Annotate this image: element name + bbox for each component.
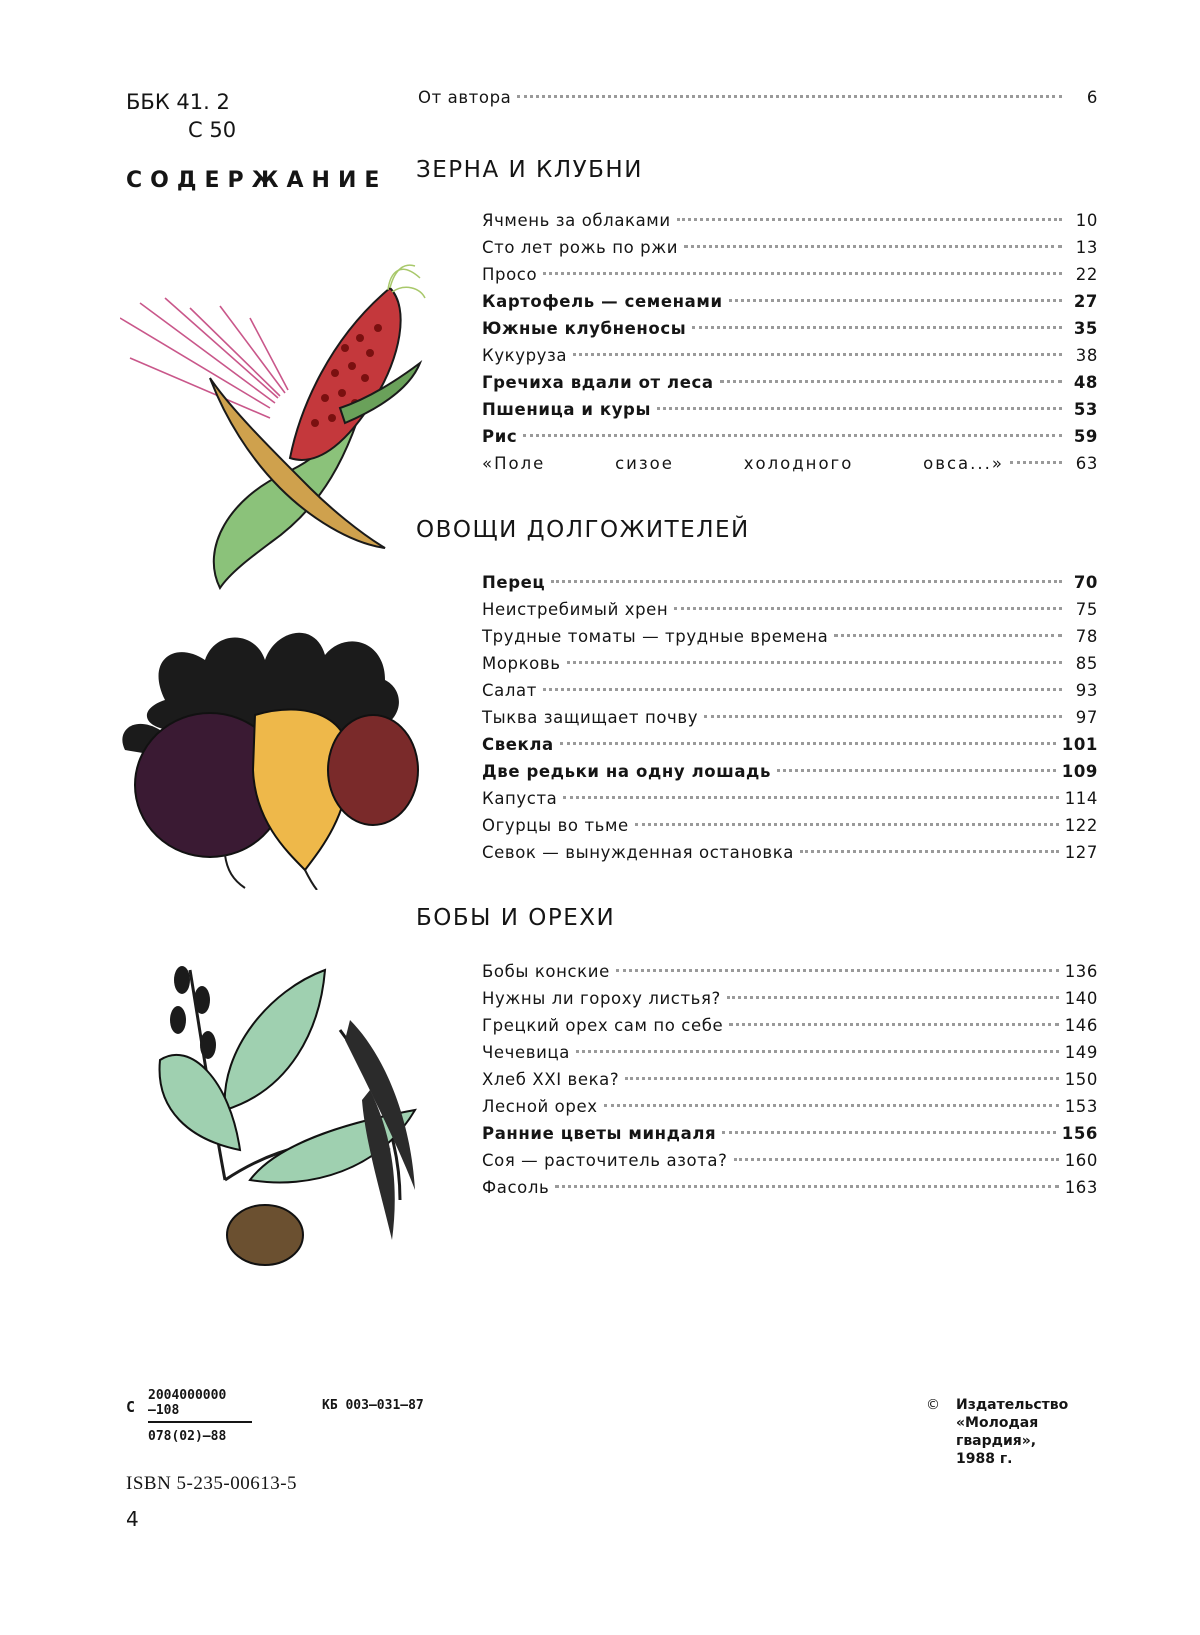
toc-item[interactable] (482, 1070, 1098, 1097)
toc-item[interactable] (482, 708, 1098, 735)
toc-item-page: 48 (1073, 373, 1098, 392)
toc-item-page: 163 (1064, 1178, 1098, 1197)
toc-item-page: 53 (1073, 400, 1098, 419)
dot-leader (1010, 461, 1062, 464)
toc-item-page: 153 (1064, 1097, 1098, 1116)
toc-item-page: 150 (1064, 1070, 1098, 1089)
toc-list-beans (482, 962, 1098, 1205)
toc-item[interactable] (482, 1151, 1098, 1178)
toc-item-title: Гречиха вдали от леса (482, 373, 714, 392)
bbk-line-1: ББК 41. 2 (126, 90, 230, 114)
dot-leader (543, 688, 1062, 691)
toc-item[interactable] (482, 1124, 1098, 1151)
dot-leader (573, 353, 1062, 356)
toc-item-word: сизое (615, 454, 674, 473)
section-title-grains: ЗЕРНА И КЛУБНИ (416, 157, 643, 183)
toc-item-page: 27 (1073, 292, 1098, 311)
bbk-line-2: С 50 (188, 118, 237, 142)
dot-leader (834, 634, 1062, 637)
dot-leader (704, 715, 1062, 718)
isbn: ISBN 5-235-00613-5 (126, 1473, 298, 1494)
toc-item[interactable] (482, 573, 1098, 600)
toc-item-title: Чечевица (482, 1043, 570, 1062)
toc-item-page: 149 (1064, 1043, 1098, 1062)
toc-item-page: 75 (1075, 600, 1098, 619)
dot-leader (777, 769, 1056, 772)
toc-list-vegetables (482, 573, 1098, 870)
dot-leader (543, 272, 1062, 275)
toc-item-title: Южные клубненосы (482, 319, 687, 338)
toc-item-page: 146 (1064, 1016, 1098, 1035)
toc-item[interactable] (482, 319, 1098, 346)
imprint-letter: С (126, 1398, 136, 1416)
toc-item[interactable] (482, 400, 1098, 427)
toc-item-title: Ячмень за облаками (482, 211, 671, 230)
toc-item-title: Сто лет рожь по ржи (482, 238, 679, 257)
toc-item-page: 122 (1064, 816, 1098, 835)
toc-item-title: Рис (482, 427, 518, 446)
dot-leader (551, 580, 1062, 583)
dot-leader (727, 996, 1059, 999)
toc-item-page: 63 (1075, 454, 1098, 473)
toc-item-title: Ранние цветы миндаля (482, 1124, 717, 1143)
toc-item-page: 59 (1073, 427, 1098, 446)
dot-leader (604, 1104, 1059, 1107)
corn-wheat-illustration (120, 258, 440, 598)
toc-item[interactable] (482, 762, 1098, 789)
left-leaf (160, 1055, 240, 1150)
wheat-awns (120, 298, 288, 418)
toc-item-page: 22 (1075, 265, 1098, 284)
imprint-denominator: 078(02)—88 (148, 1429, 227, 1444)
toc-item[interactable] (482, 600, 1098, 627)
toc-item-title: Две редьки на одну лошадь (482, 762, 772, 781)
dot-leader (560, 742, 1056, 745)
toc-item[interactable] (482, 1043, 1098, 1070)
beans-nuts-illustration (130, 950, 430, 1280)
toc-item-title: Капуста (482, 789, 558, 808)
toc-item[interactable] (482, 292, 1098, 319)
toc-item-title: Хлеб XXI века? (482, 1070, 620, 1089)
toc-item-page: 70 (1073, 573, 1098, 592)
toc-item-title: Фасоль (482, 1178, 550, 1197)
contents-heading: СОДЕРЖАНИЕ (126, 168, 388, 193)
toc-item-word: «Поле (482, 454, 546, 473)
toc-item-page: 140 (1064, 989, 1098, 1008)
dot-leader (677, 218, 1062, 221)
publisher-line: 1988 г. (956, 1451, 1013, 1467)
toc-item-title: Лесной орех (482, 1097, 598, 1116)
toc-item-title: Свекла (482, 735, 554, 754)
toc-item-title: Севок — вынужденная остановка (482, 843, 795, 862)
publisher-line: гвардия», (956, 1433, 1037, 1449)
toc-item-page: 160 (1064, 1151, 1098, 1170)
dot-leader (625, 1077, 1058, 1080)
toc-item[interactable] (482, 962, 1098, 989)
toc-item-title: Бобы конские (482, 962, 610, 981)
section-title-beans: БОБЫ И ОРЕХИ (416, 905, 616, 931)
copyright-symbol: © (926, 1397, 940, 1413)
toc-item-page: 97 (1075, 708, 1098, 727)
dot-leader (523, 434, 1062, 437)
imprint-numerator: 2004000000—108 (148, 1388, 252, 1423)
dot-leader (800, 850, 1059, 853)
dot-leader (616, 969, 1059, 972)
dot-leader (576, 1050, 1059, 1053)
publisher-line: «Молодая (956, 1415, 1039, 1431)
toc-item-page: 136 (1064, 962, 1098, 981)
toc-item[interactable] (482, 265, 1098, 292)
toc-item-page: 6 (1086, 88, 1098, 107)
toc-item[interactable] (482, 989, 1098, 1016)
publisher-copyright (926, 1396, 1069, 1468)
section-title-vegetables: ОВОЩИ ДОЛГОЖИТЕЛЕЙ (416, 517, 750, 543)
toc-item[interactable] (482, 627, 1098, 654)
toc-item-title: Соя — расточитель азота? (482, 1151, 728, 1170)
toc-item[interactable] (482, 373, 1098, 400)
dot-leader (674, 607, 1062, 610)
dot-leader (567, 661, 1062, 664)
corn-cob (290, 288, 401, 460)
toc-item-title: От автора (418, 88, 512, 107)
toc-item-title: Огурцы во тьме (482, 816, 629, 835)
dot-leader (729, 299, 1062, 302)
toc-item[interactable] (482, 1016, 1098, 1043)
toc-list-grains (482, 211, 1098, 481)
toc-item-title: Просо (482, 265, 538, 284)
dot-leader (684, 245, 1062, 248)
toc-item-preface[interactable] (418, 88, 1098, 115)
toc-item[interactable] (482, 654, 1098, 681)
toc-item-title: Неистребимый хрен (482, 600, 669, 619)
toc-item-page: 13 (1075, 238, 1098, 257)
dot-leader (722, 1131, 1056, 1134)
toc-item-title: Перец (482, 573, 546, 592)
toc-item-page: 156 (1061, 1124, 1098, 1143)
toc-item-page: 114 (1064, 789, 1098, 808)
imprint-kb: КБ 003—031—87 (322, 1398, 424, 1413)
toc-item[interactable] (482, 238, 1098, 265)
large-leaf (225, 970, 325, 1110)
toc-item-page: 35 (1073, 319, 1098, 338)
toc-item-page: 38 (1075, 346, 1098, 365)
page-number: 4 (126, 1507, 139, 1531)
imprint-fraction (148, 1388, 252, 1444)
toc-item[interactable] (482, 816, 1098, 843)
toc-item[interactable] (482, 454, 1098, 481)
dot-leader (692, 326, 1062, 329)
toc-item-title (482, 454, 1004, 473)
dot-leader (720, 380, 1062, 383)
toc-item[interactable] (482, 843, 1098, 870)
toc-item-page: 85 (1075, 654, 1098, 673)
toc-item-word: овса...» (923, 454, 1004, 473)
toc-item-title: Тыква защищает почву (482, 708, 699, 727)
dot-leader (729, 1023, 1058, 1026)
toc-item-title: Пшеница и куры (482, 400, 651, 419)
dot-leader (563, 796, 1058, 799)
radish (328, 715, 418, 825)
toc-item[interactable] (482, 789, 1098, 816)
walnut (227, 1205, 303, 1265)
publisher-line: Издательство (956, 1397, 1069, 1413)
toc-item-title: Грецкий орех сам по себе (482, 1016, 724, 1035)
dot-leader (517, 95, 1062, 98)
dot-leader (657, 407, 1062, 410)
toc-item[interactable] (482, 211, 1098, 238)
toc-item-title: Картофель — семенами (482, 292, 723, 311)
toc-item-page: 78 (1075, 627, 1098, 646)
vegetables-illustration (105, 620, 435, 890)
toc-item[interactable] (482, 1178, 1098, 1205)
toc-item-page: 101 (1061, 735, 1098, 754)
toc-item-page: 127 (1064, 843, 1098, 862)
toc-item[interactable] (482, 1097, 1098, 1124)
toc-item-title: Морковь (482, 654, 561, 673)
toc-item-page: 93 (1075, 681, 1098, 700)
toc-item-page: 10 (1075, 211, 1098, 230)
toc-item-word: холодного (743, 454, 854, 473)
toc-item-title: Кукуруза (482, 346, 568, 365)
dot-leader (734, 1158, 1059, 1161)
dot-leader (555, 1185, 1058, 1188)
toc-item[interactable] (482, 427, 1098, 454)
dot-leader (635, 823, 1059, 826)
toc-item[interactable] (482, 346, 1098, 373)
toc-item-title: Трудные томаты — трудные времена (482, 627, 829, 646)
toc-item-title: Салат (482, 681, 537, 700)
toc-item[interactable] (482, 735, 1098, 762)
bbk-code (126, 88, 236, 144)
toc-item-page: 109 (1061, 762, 1098, 781)
toc-item-title: Нужны ли гороху листья? (482, 989, 721, 1008)
toc-item[interactable] (482, 681, 1098, 708)
